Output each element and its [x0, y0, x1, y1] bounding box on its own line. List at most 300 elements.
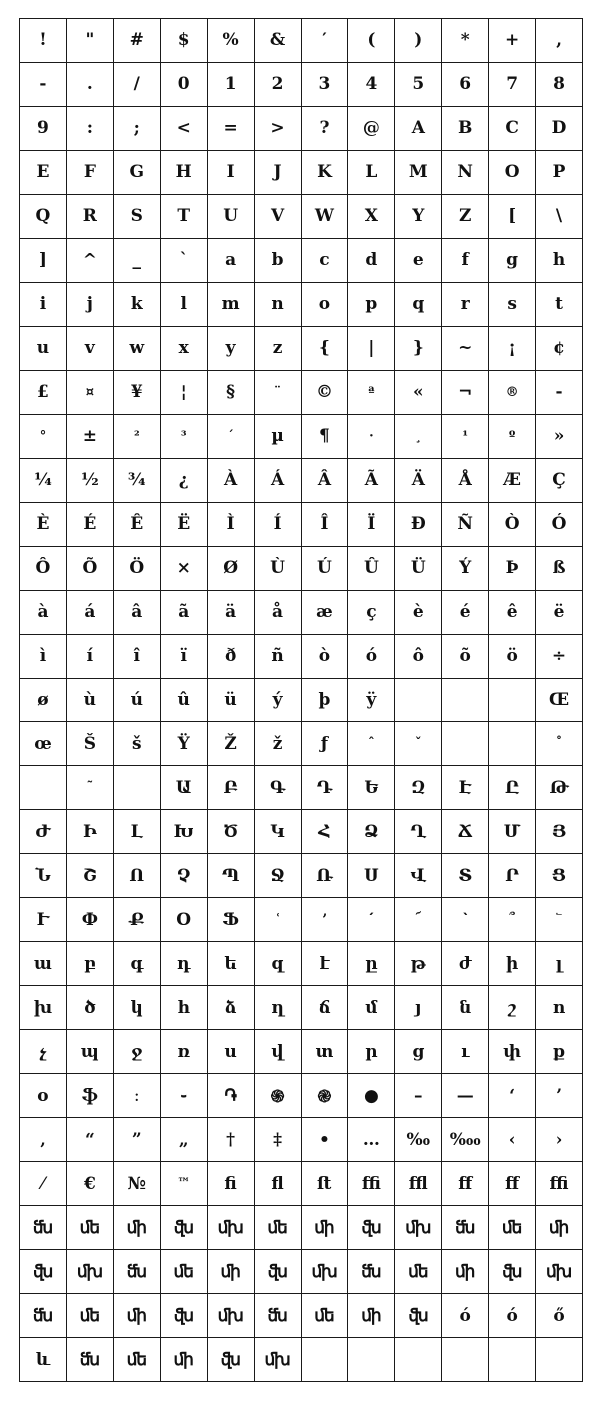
- glyph-cell: ó: [348, 635, 395, 679]
- glyph-cell: ¼: [20, 459, 67, 503]
- glyph-cell: H: [161, 151, 208, 195]
- glyph-cell: °: [20, 415, 67, 459]
- glyph-cell: >: [255, 107, 302, 151]
- glyph-cell: ﬔ: [67, 1206, 114, 1250]
- glyph-cell: r: [442, 283, 489, 327]
- glyph-cell: Ú: [302, 547, 349, 591]
- glyph-cell: և: [20, 1338, 67, 1382]
- glyph-cell: 0: [161, 63, 208, 107]
- glyph-cell: ﬃ: [348, 1162, 395, 1206]
- glyph-cell: Œ: [536, 679, 583, 723]
- glyph-cell: Պ: [208, 854, 255, 898]
- glyph-cell: Ô: [20, 547, 67, 591]
- glyph-cell: m: [208, 283, 255, 327]
- glyph-cell: ﬓ: [114, 1250, 161, 1294]
- glyph-cell: (: [348, 19, 395, 63]
- glyph-cell: ֍: [255, 1074, 302, 1118]
- glyph-cell: Í: [255, 503, 302, 547]
- glyph-cell: հ: [161, 986, 208, 1030]
- glyph-cell: Ø: [208, 547, 255, 591]
- glyph-cell: »: [536, 415, 583, 459]
- glyph-cell: Չ: [161, 854, 208, 898]
- glyph-cell: L: [348, 151, 395, 195]
- glyph-cell: ﬕ: [208, 1250, 255, 1294]
- glyph-cell: Տ: [442, 854, 489, 898]
- glyph-cell: ¬: [442, 371, 489, 415]
- glyph-cell: ‚: [20, 1118, 67, 1162]
- glyph-cell: l: [161, 283, 208, 327]
- glyph-cell: ﬓ: [348, 1250, 395, 1294]
- glyph-cell: Ռ: [302, 854, 349, 898]
- glyph-cell: ]: [20, 239, 67, 283]
- glyph-cell: ë: [536, 591, 583, 635]
- glyph-cell: ը: [348, 942, 395, 986]
- glyph-cell: Մ: [489, 810, 536, 854]
- glyph-cell: մ: [348, 986, 395, 1030]
- glyph-cell: ﬔ: [255, 1206, 302, 1250]
- glyph-cell: ﬗ: [67, 1250, 114, 1294]
- glyph-cell: å: [255, 591, 302, 635]
- glyph-cell: ։: [114, 1074, 161, 1118]
- glyph-cell: Ձ: [348, 810, 395, 854]
- glyph-cell: [348, 1338, 395, 1382]
- glyph-cell: #: [114, 19, 161, 63]
- glyph-cell: -: [20, 63, 67, 107]
- glyph-cell: &: [255, 19, 302, 63]
- glyph-cell: …: [348, 1118, 395, 1162]
- glyph-cell: ﬓ: [442, 1206, 489, 1250]
- glyph-cell: [395, 1338, 442, 1382]
- glyph-cell: Ֆ: [208, 898, 255, 942]
- glyph-cell: Ý: [442, 547, 489, 591]
- glyph-cell: վ: [255, 1030, 302, 1074]
- glyph-cell: Ñ: [442, 503, 489, 547]
- glyph-cell: Â: [302, 459, 349, 503]
- glyph-cell: [442, 722, 489, 766]
- glyph-cell: e: [395, 239, 442, 283]
- glyph-cell: ð: [208, 635, 255, 679]
- glyph-cell: ջ: [114, 1030, 161, 1074]
- glyph-cell: u: [20, 327, 67, 371]
- glyph-cell: ø: [20, 679, 67, 723]
- glyph-cell: é: [442, 591, 489, 635]
- glyph-cell: Ó: [536, 503, 583, 547]
- glyph-cell: «: [395, 371, 442, 415]
- glyph-cell: ճ: [302, 986, 349, 1030]
- glyph-cell: Թ: [536, 766, 583, 810]
- glyph-cell: `: [161, 239, 208, 283]
- glyph-cell: Ç: [536, 459, 583, 503]
- glyph-cell: %: [208, 19, 255, 63]
- glyph-cell: ֆ: [67, 1074, 114, 1118]
- glyph-cell: ˇ: [395, 722, 442, 766]
- glyph-cell: շ: [489, 986, 536, 1030]
- glyph-cell: †: [208, 1118, 255, 1162]
- glyph-cell: }: [395, 327, 442, 371]
- glyph-cell: [20, 766, 67, 810]
- glyph-cell: դ: [161, 942, 208, 986]
- glyph-cell: Ի: [67, 810, 114, 854]
- glyph-cell: ª: [348, 371, 395, 415]
- glyph-cell: ժ: [442, 942, 489, 986]
- glyph-cell: ì: [20, 635, 67, 679]
- glyph-cell: տ: [302, 1030, 349, 1074]
- glyph-cell: .: [67, 63, 114, 107]
- glyph-cell: Ե: [348, 766, 395, 810]
- glyph-cell: ֏: [208, 1074, 255, 1118]
- glyph-cell: x: [161, 327, 208, 371]
- glyph-cell: Ê: [114, 503, 161, 547]
- glyph-cell: ´: [208, 415, 255, 459]
- glyph-cell: V: [255, 195, 302, 239]
- glyph-cell: [442, 1338, 489, 1382]
- glyph-cell: Ö: [114, 547, 161, 591]
- glyph-cell: 9: [20, 107, 67, 151]
- glyph-cell: è: [395, 591, 442, 635]
- glyph-cell: ﬗ: [395, 1206, 442, 1250]
- glyph-cell: ›: [536, 1118, 583, 1162]
- glyph-cell: ?: [302, 107, 349, 151]
- glyph-cell: Ը: [489, 766, 536, 810]
- glyph-cell: K: [302, 151, 349, 195]
- glyph-cell: Z: [442, 195, 489, 239]
- glyph-cell: —: [442, 1074, 489, 1118]
- glyph-cell: ~: [442, 327, 489, 371]
- glyph-cell: ú: [114, 679, 161, 723]
- glyph-cell: £: [20, 371, 67, 415]
- glyph-cell: ե: [208, 942, 255, 986]
- glyph-cell: ՜: [395, 898, 442, 942]
- glyph-cell: ): [395, 19, 442, 63]
- glyph-cell: լ: [536, 942, 583, 986]
- glyph-cell: ^: [67, 239, 114, 283]
- glyph-cell: Ց: [536, 854, 583, 898]
- glyph-cell: [489, 1338, 536, 1382]
- glyph-cell: Õ: [67, 547, 114, 591]
- glyph-cell: ‰: [395, 1118, 442, 1162]
- glyph-cell: ՟: [536, 898, 583, 942]
- glyph-cell: Ն: [20, 854, 67, 898]
- glyph-cell: o: [302, 283, 349, 327]
- glyph-cell: ô: [395, 635, 442, 679]
- glyph-cell: թ: [395, 942, 442, 986]
- glyph-cell: 1: [208, 63, 255, 107]
- glyph-cell: Å: [442, 459, 489, 503]
- glyph-cell: •: [302, 1118, 349, 1162]
- glyph-cell: v: [67, 327, 114, 371]
- glyph-cell: Վ: [395, 854, 442, 898]
- glyph-cell: ,: [536, 19, 583, 63]
- glyph-cell: W: [302, 195, 349, 239]
- glyph-cell: Æ: [489, 459, 536, 503]
- glyph-cell: œ: [20, 722, 67, 766]
- glyph-cell: ß: [536, 547, 583, 591]
- glyph-cell: $: [161, 19, 208, 63]
- glyph-cell: ա: [20, 942, 67, 986]
- glyph-cell: <: [161, 107, 208, 151]
- glyph-cell: ●: [348, 1074, 395, 1118]
- glyph-cell: ®: [489, 371, 536, 415]
- glyph-cell: Ա: [161, 766, 208, 810]
- glyph-cell: Ä: [395, 459, 442, 503]
- glyph-cell: յ: [395, 986, 442, 1030]
- glyph-cell: ä: [208, 591, 255, 635]
- glyph-cell: բ: [67, 942, 114, 986]
- glyph-cell: ;: [114, 107, 161, 151]
- glyph-cell: է: [302, 942, 349, 986]
- glyph-cell: ƒ: [302, 722, 349, 766]
- glyph-cell: N: [442, 151, 489, 195]
- glyph-cell: ﬕ: [302, 1206, 349, 1250]
- glyph-cell: ՝: [442, 898, 489, 942]
- glyph-cell: ﬕ: [536, 1206, 583, 1250]
- glyph-cell: h: [536, 239, 583, 283]
- glyph-cell: Դ: [302, 766, 349, 810]
- glyph-cell: t: [536, 283, 583, 327]
- glyph-cell: Յ: [536, 810, 583, 854]
- glyph-cell: b: [255, 239, 302, 283]
- glyph-cell: I: [208, 151, 255, 195]
- glyph-cell: G: [114, 151, 161, 195]
- glyph-cell: C: [489, 107, 536, 151]
- glyph-cell: ﬔ: [114, 1338, 161, 1382]
- glyph-cell: ˜: [67, 766, 114, 810]
- glyph-cell: ﬗ: [255, 1338, 302, 1382]
- glyph-cell: Բ: [208, 766, 255, 810]
- glyph-cell: ﬓ: [20, 1206, 67, 1250]
- glyph-cell: û: [161, 679, 208, 723]
- glyph-cell: ×: [161, 547, 208, 591]
- glyph-cell: ã: [161, 591, 208, 635]
- glyph-cell: f: [442, 239, 489, 283]
- glyph-cell: Ս: [348, 854, 395, 898]
- glyph-cell: ﬗ: [208, 1294, 255, 1338]
- glyph-cell: Զ: [395, 766, 442, 810]
- glyph-cell: գ: [114, 942, 161, 986]
- glyph-cell: @: [348, 107, 395, 151]
- glyph-cell: [489, 722, 536, 766]
- glyph-cell: Ð: [395, 503, 442, 547]
- glyph-cell: Ë: [161, 503, 208, 547]
- glyph-cell: ö: [489, 635, 536, 679]
- glyph-cell: á: [67, 591, 114, 635]
- glyph-cell: ‘: [489, 1074, 536, 1118]
- glyph-cell: +: [489, 19, 536, 63]
- glyph-cell: ﬗ: [208, 1206, 255, 1250]
- glyph-cell: ¶: [302, 415, 349, 459]
- glyph-cell: ﬁ: [208, 1162, 255, 1206]
- glyph-cell: Î: [302, 503, 349, 547]
- glyph-cell: i: [20, 283, 67, 327]
- glyph-cell: Ք: [114, 898, 161, 942]
- glyph-cell: _: [114, 239, 161, 283]
- glyph-cell: P: [536, 151, 583, 195]
- glyph-cell: ó: [489, 1294, 536, 1338]
- glyph-cell: Ջ: [255, 854, 302, 898]
- glyph-cell: ¾: [114, 459, 161, 503]
- glyph-cell: 3: [302, 63, 349, 107]
- glyph-cell: Կ: [255, 810, 302, 854]
- glyph-cell: ս: [208, 1030, 255, 1074]
- glyph-cell: Þ: [489, 547, 536, 591]
- glyph-cell: ‡: [255, 1118, 302, 1162]
- glyph-cell: ﬔ: [395, 1250, 442, 1294]
- glyph-cell: ©: [302, 371, 349, 415]
- glyph-cell: Խ: [161, 810, 208, 854]
- glyph-cell: ê: [489, 591, 536, 635]
- glyph-cell: *: [442, 19, 489, 63]
- glyph-cell: T: [161, 195, 208, 239]
- glyph-cell: Է: [442, 766, 489, 810]
- glyph-cell: y: [208, 327, 255, 371]
- glyph-cell: “: [67, 1118, 114, 1162]
- glyph-cell: ﬗ: [536, 1250, 583, 1294]
- glyph-cell: n: [255, 283, 302, 327]
- glyph-cell: B: [442, 107, 489, 151]
- glyph-cell: š: [114, 722, 161, 766]
- glyph-cell: ˚: [536, 722, 583, 766]
- glyph-cell: ﬖ: [348, 1206, 395, 1250]
- glyph-cell: ք: [536, 1030, 583, 1074]
- glyph-cell: Ì: [208, 503, 255, 547]
- glyph-cell: Y: [395, 195, 442, 239]
- glyph-cell: Օ: [161, 898, 208, 942]
- glyph-cell: ՛: [348, 898, 395, 942]
- glyph-cell: g: [489, 239, 536, 283]
- glyph-cell: ž: [255, 722, 302, 766]
- glyph-cell: ½: [67, 459, 114, 503]
- glyph-cell: 6: [442, 63, 489, 107]
- glyph-cell: ÿ: [348, 679, 395, 723]
- glyph-cell: ո: [536, 986, 583, 1030]
- glyph-cell: º: [489, 415, 536, 459]
- glyph-cell: D: [536, 107, 583, 151]
- glyph-cell: ‹: [489, 1118, 536, 1162]
- glyph-cell: Ժ: [20, 810, 67, 854]
- glyph-cell: խ: [20, 986, 67, 1030]
- glyph-cell: ¢: [536, 327, 583, 371]
- glyph-cell: j: [67, 283, 114, 327]
- glyph-cell: ¥: [114, 371, 161, 415]
- glyph-cell: î: [114, 635, 161, 679]
- glyph-cell: U: [208, 195, 255, 239]
- glyph-cell: æ: [302, 591, 349, 635]
- glyph-cell: J: [255, 151, 302, 195]
- glyph-cell: Հ: [302, 810, 349, 854]
- glyph-cell: í: [67, 635, 114, 679]
- glyph-cell: ⁄: [20, 1162, 67, 1206]
- glyph-cell: Û: [348, 547, 395, 591]
- glyph-cell: z: [255, 327, 302, 371]
- glyph-cell: ﬅ: [302, 1162, 349, 1206]
- glyph-cell: :: [67, 107, 114, 151]
- glyph-cell: Փ: [67, 898, 114, 942]
- glyph-cell: 2: [255, 63, 302, 107]
- glyph-cell: 5: [395, 63, 442, 107]
- glyph-cell: -: [536, 371, 583, 415]
- glyph-cell: Ճ: [442, 810, 489, 854]
- glyph-cell: ó: [442, 1294, 489, 1338]
- glyph-cell: ՙ: [255, 898, 302, 942]
- glyph-cell: ý: [255, 679, 302, 723]
- glyph-cell: ™: [161, 1162, 208, 1206]
- glyph-cell: O: [489, 151, 536, 195]
- glyph-cell: Գ: [255, 766, 302, 810]
- glyph-cell: ù: [67, 679, 114, 723]
- glyph-cell: ﬖ: [20, 1250, 67, 1294]
- glyph-cell: ﬖ: [489, 1250, 536, 1294]
- glyph-cell: ": [67, 19, 114, 63]
- glyph-cell: Ï: [348, 503, 395, 547]
- glyph-cell: ի: [489, 942, 536, 986]
- glyph-cell: Ÿ: [161, 722, 208, 766]
- glyph-cell: ³: [161, 415, 208, 459]
- glyph-cell: ﬕ: [161, 1338, 208, 1382]
- glyph-cell: Ղ: [395, 810, 442, 854]
- glyph-cell: c: [302, 239, 349, 283]
- glyph-cell: À: [208, 459, 255, 503]
- glyph-cell: չ: [20, 1030, 67, 1074]
- glyph-cell: Ã: [348, 459, 395, 503]
- glyph-cell: a: [208, 239, 255, 283]
- glyph-cell: R: [67, 195, 114, 239]
- glyph-cell: Q: [20, 195, 67, 239]
- glyph-cell: Շ: [67, 854, 114, 898]
- glyph-cell: ﬃ: [536, 1162, 583, 1206]
- glyph-cell: ՞: [489, 898, 536, 942]
- glyph-cell: [: [489, 195, 536, 239]
- glyph-cell: ¡: [489, 327, 536, 371]
- glyph-cell: ﬔ: [302, 1294, 349, 1338]
- glyph-cell: ֎: [302, 1074, 349, 1118]
- glyph-cell: E: [20, 151, 67, 195]
- glyph-cell: ő: [536, 1294, 583, 1338]
- glyph-cell: ç: [348, 591, 395, 635]
- glyph-cell: 4: [348, 63, 395, 107]
- glyph-cell: |: [348, 327, 395, 371]
- glyph-cell: 8: [536, 63, 583, 107]
- glyph-cell: ﬖ: [395, 1294, 442, 1338]
- glyph-cell: ﬕ: [442, 1250, 489, 1294]
- glyph-cell: µ: [255, 415, 302, 459]
- glyph-cell: ﬗ: [302, 1250, 349, 1294]
- glyph-cell: \: [536, 195, 583, 239]
- glyph-cell: ն: [442, 986, 489, 1030]
- glyph-cell: Ž: [208, 722, 255, 766]
- glyph-cell: զ: [255, 942, 302, 986]
- glyph-cell: Š: [67, 722, 114, 766]
- glyph-cell: ռ: [161, 1030, 208, 1074]
- glyph-cell: A: [395, 107, 442, 151]
- glyph-cell: Լ: [114, 810, 161, 854]
- glyph-cell: /: [114, 63, 161, 107]
- glyph-cell: ﬀ: [489, 1162, 536, 1206]
- glyph-cell: ﬖ: [255, 1250, 302, 1294]
- glyph-cell: [395, 679, 442, 723]
- glyph-cell: M: [395, 151, 442, 195]
- glyph-cell: ւ: [442, 1030, 489, 1074]
- glyph-cell: Ù: [255, 547, 302, 591]
- glyph-cell: –: [395, 1074, 442, 1118]
- glyph-cell: ﬀ: [442, 1162, 489, 1206]
- glyph-cell: [489, 679, 536, 723]
- glyph-cell: ¦: [161, 371, 208, 415]
- glyph-cell: w: [114, 327, 161, 371]
- glyph-cell: [442, 679, 489, 723]
- glyph-cell: օ: [20, 1074, 67, 1118]
- glyph-cell: Ò: [489, 503, 536, 547]
- glyph-cell: 7: [489, 63, 536, 107]
